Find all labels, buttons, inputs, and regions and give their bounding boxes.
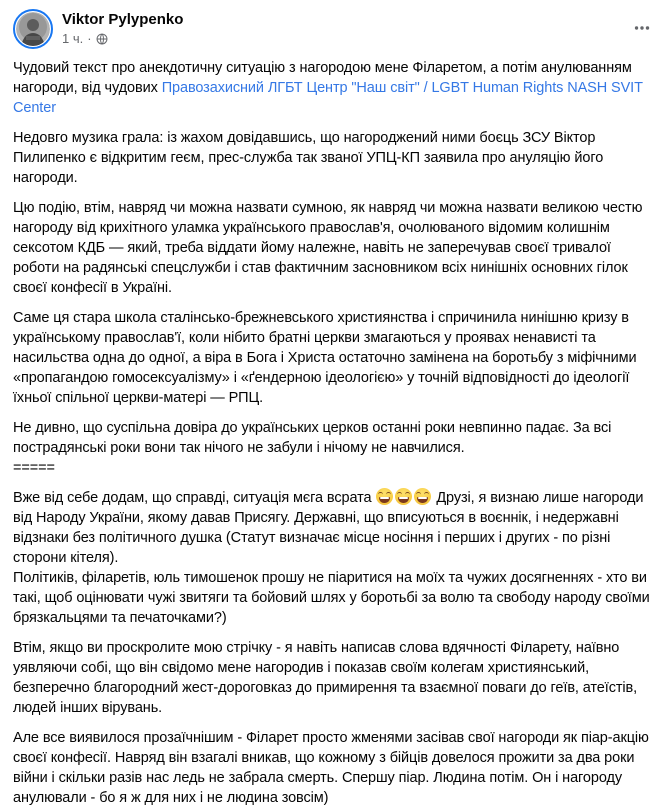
post-text-run: Але все виявилося прозаїчнішим - Філарет просто жменями засівав свої нагороди як піар-акцію своєї конфесії. Навряд він взагалі вникав, що кожному з бійців довелося прожити за два роки війни і скільки разів нас ледь не забрала смерть. Спершу піар. Людина потім. Он і нагороду анулювали - бо я ж для них і не людина зовсім) bbox=[13, 730, 649, 806]
grinning-face-emoji bbox=[376, 488, 393, 505]
post-text-run: Не дивно, що суспільна довіра до українських церков останні роки невпинно падає. За всі пострадянські роки вони так нічого не забули і нічому не навчилися. bbox=[13, 420, 612, 456]
grinning-face-emoji bbox=[395, 488, 412, 505]
avatar-portrait-image bbox=[16, 12, 50, 46]
post-meta-row bbox=[62, 31, 183, 47]
post-paragraph bbox=[13, 58, 658, 118]
post-paragraph bbox=[13, 488, 658, 628]
post-text-run: Недовго музика грала: із жахом довідавшись, що нагороджений ними боєць ЗСУ Віктор Пилипенко є відкритим геєм, прес-служба так званої УПЦ-КП заявила про ануляцію його нагороди. bbox=[13, 130, 604, 186]
post-paragraph bbox=[13, 128, 658, 188]
meta-separator: · bbox=[87, 31, 92, 46]
post-text-run: ===== bbox=[13, 460, 55, 476]
page-mention-link[interactable]: Правозахисний ЛГБТ Центр "Наш світ" / LGBT Human Rights NASH SVIT Center bbox=[13, 80, 643, 116]
post-text-run: Чудовий текст про анекдотичну ситуацію з нагородою мене Філаретом, а потім анулюванням нагороди, від чудових bbox=[13, 60, 632, 96]
post-text-run: Втім, якщо ви проскролите мою стрічку - я навіть написав слова вдячності Філарету, наївно уявляючи собі, що він свідомо мене нагородив і показав своїм колегам християнський, безперечно благородний жест-дороговказ до примирення та взаємної поваги до геїв, атеїстів, людей інших вірувань. bbox=[13, 640, 638, 716]
post-menu-button[interactable] bbox=[626, 12, 658, 47]
author-name[interactable]: Viktor Pylypenko bbox=[62, 11, 184, 28]
post-text-run: Саме ця стара школа сталінсько-брежневського християнства і спричинила нинішню кризу в українському православ'ї, коли нібито братні церкви змагаються у проявах ненависті та насильства одна до одної, а віра в Бога і Христа остаточно замінена на боротьбу з міфічними «пропагандою гомосексуалізму» і «ґендерною ідеологією» у точній відповідності до ідеології їхньої спільної церкви-матері — РПЦ. bbox=[13, 310, 637, 406]
post-paragraph bbox=[13, 728, 658, 808]
post-header bbox=[13, 0, 658, 49]
post-timestamp[interactable]: 1 ч. bbox=[62, 31, 84, 46]
post-paragraph bbox=[13, 638, 658, 718]
post-text-run: Вже від себе додам, що справді, ситуація мєга всрата Друзі, я визнаю лише нагороди від Народу України, якому давав Присягу. Державні, що вписуються в воєннік, і недержавні відзнаки без політичного душка (Статут визначає місце носіння і перших і других - по різні сторони кітеля). bbox=[13, 490, 644, 566]
post-paragraph bbox=[13, 198, 658, 298]
post-text-run: Цю подію, втім, навряд чи можна назвати сумною, як навряд чи можна назвати великою честю нагороду від крихітного уламка українського православ'я, очолюваного відомим колишнім сексотом КДБ — який, треба віддати йому належне, навіть не заперечував своєї тривалої роботи на радянські спецслужби і став фактичним засновником всіх нинішніх основних гілок своєї конфесії в Україні. bbox=[13, 200, 643, 296]
privacy-globe-icon bbox=[96, 33, 108, 45]
post-text-run: Політиків, філаретів, юль тимошенок прошу не піаритися на моїх та чужих досягненнях - хто ви такі, щоб оцінювати чужі звитяги та бойовий шлях у боротьбі за волю та свободу народу своїми брязкальцями та печаточками?) bbox=[13, 570, 650, 626]
post-paragraph bbox=[13, 418, 658, 478]
post-text bbox=[13, 49, 658, 808]
author-avatar[interactable] bbox=[13, 9, 53, 49]
post-paragraph bbox=[13, 308, 658, 408]
more-options-icon bbox=[632, 18, 652, 38]
post-header-meta bbox=[62, 9, 183, 47]
grinning-face-emoji bbox=[414, 488, 431, 505]
